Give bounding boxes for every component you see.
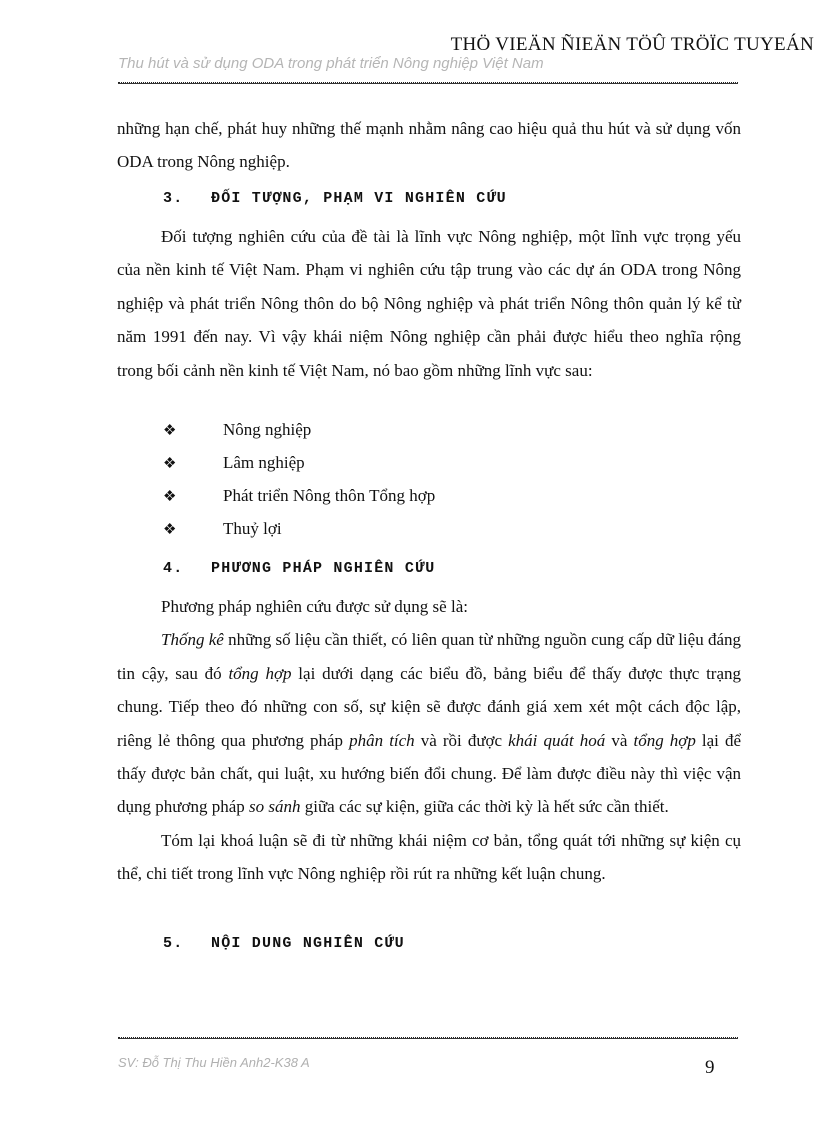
- section-4-title: PHƯƠNG PHÁP NGHIÊN CỨU: [211, 560, 436, 577]
- section-3-heading: [163, 190, 507, 207]
- bullet-item: [163, 453, 305, 473]
- footer-divider: [118, 1037, 738, 1039]
- section-4-text-block: [117, 590, 741, 891]
- section-4-heading: [163, 560, 435, 577]
- emphasis-term: tổng hợp: [633, 730, 696, 750]
- section-5-title: NỘI DUNG NGHIÊN CỨU: [211, 935, 405, 952]
- page-number: 9: [705, 1057, 715, 1078]
- emphasis-term: phân tích: [349, 730, 415, 750]
- text-run: lại dưới dạng các biểu đồ, bảng biểu để thấy được thực trạng chung. Tiếp theo đó những con số, sự kiện sẽ được đánh giá xem xét một cách độc lập, riêng lẻ thông qua phương pháp: [117, 663, 741, 750]
- diamond-bullet-icon: ❖: [163, 522, 177, 538]
- bullet-label: Nông nghiệp: [223, 420, 312, 439]
- section-4-summary: Tóm lại khoá luận sẽ đi từ những khái niệm cơ bản, tổng quát tới những sự kiện cụ thể, chi tiết trong lĩnh vực Nông nghiệp rồi rút ra những kết luận chung.: [117, 830, 741, 884]
- diamond-bullet-icon: ❖: [163, 456, 177, 472]
- intro-paragraph-block: [117, 112, 741, 179]
- intro-paragraph: những hạn chế, phát huy những thế mạnh nhằm nâng cao hiệu quả thu hút và sử dụng vốn ODA trong Nông nghiệp.: [117, 119, 741, 172]
- bullet-item: [163, 420, 311, 440]
- bullet-label: Lâm nghiệp: [223, 453, 305, 472]
- section-5-heading: [163, 935, 405, 952]
- section-3-title: ĐỐI TƯỢNG, PHẠM VI NGHIÊN CỨU: [211, 190, 507, 207]
- text-run: những số liệu cần thiết, có liên quan từ những nguồn cung cấp dữ liệu đáng tin cậy, sau đó: [117, 630, 742, 683]
- watermark-text: THÖ VIEÄN ÑIEÄN TÖÛ TRÖÏC TUYEÁN: [450, 34, 814, 55]
- header-divider: [118, 82, 738, 84]
- diamond-bullet-icon: ❖: [163, 423, 177, 439]
- text-run: giữa các sự kiện, giữa các thời kỳ là hết sức cần thiết.: [300, 797, 669, 817]
- emphasis-term: so sánh: [249, 797, 301, 817]
- section-4-intro: Phương pháp nghiên cứu được sử dụng sẽ là:: [161, 597, 468, 616]
- bullet-item: [163, 519, 282, 539]
- text-run: và rồi được: [414, 730, 509, 750]
- emphasis-term: tổng hợp: [228, 663, 292, 683]
- diamond-bullet-icon: ❖: [163, 489, 177, 505]
- section-4-number: 4.: [163, 560, 184, 577]
- text-run: lại để thấy được bản chất, qui luật, xu hướng biến đổi chung. Để làm được điều này thì việc vận dụng phương pháp: [117, 730, 742, 817]
- running-title: Thu hút và sử dụng ODA trong phát triển Nông nghiệp Việt Nam: [118, 55, 544, 72]
- emphasis-term: khái quát hoá: [508, 730, 606, 750]
- section-5-number: 5.: [163, 935, 184, 952]
- bullet-label: Phát triển Nông thôn Tổng hợp: [223, 486, 436, 505]
- bullet-item: [163, 486, 435, 506]
- section-3-paragraph-block: [117, 220, 741, 387]
- footer-author: SV: Đỗ Thị Thu Hiền Anh2-K38 A: [118, 1055, 310, 1070]
- section-3-paragraph: Đối tượng nghiên cứu của đề tài là lĩnh vực Nông nghiệp, một lĩnh vực trọng yếu của nền kinh tế Việt Nam. Phạm vi nghiên cứu tập trung vào các dự án ODA trong Nông nghiệp và phát triển Nông thôn do bộ Nông nghiệp và phát triển Nông thôn quản lý kể từ năm 1991 đến nay. Vì vậy khái niệm Nông nghiệp cần phải được hiểu theo nghĩa rộng trong bối cảnh nền kinh tế Việt Nam, nó bao gồm những lĩnh vực sau:: [117, 227, 741, 380]
- emphasis-term: Thống kê: [161, 630, 224, 650]
- section-3-number: 3.: [163, 190, 184, 207]
- text-run: và: [605, 730, 634, 750]
- section-4-paragraph-methods: [117, 623, 741, 823]
- bullet-label: Thuỷ lợi: [223, 519, 282, 538]
